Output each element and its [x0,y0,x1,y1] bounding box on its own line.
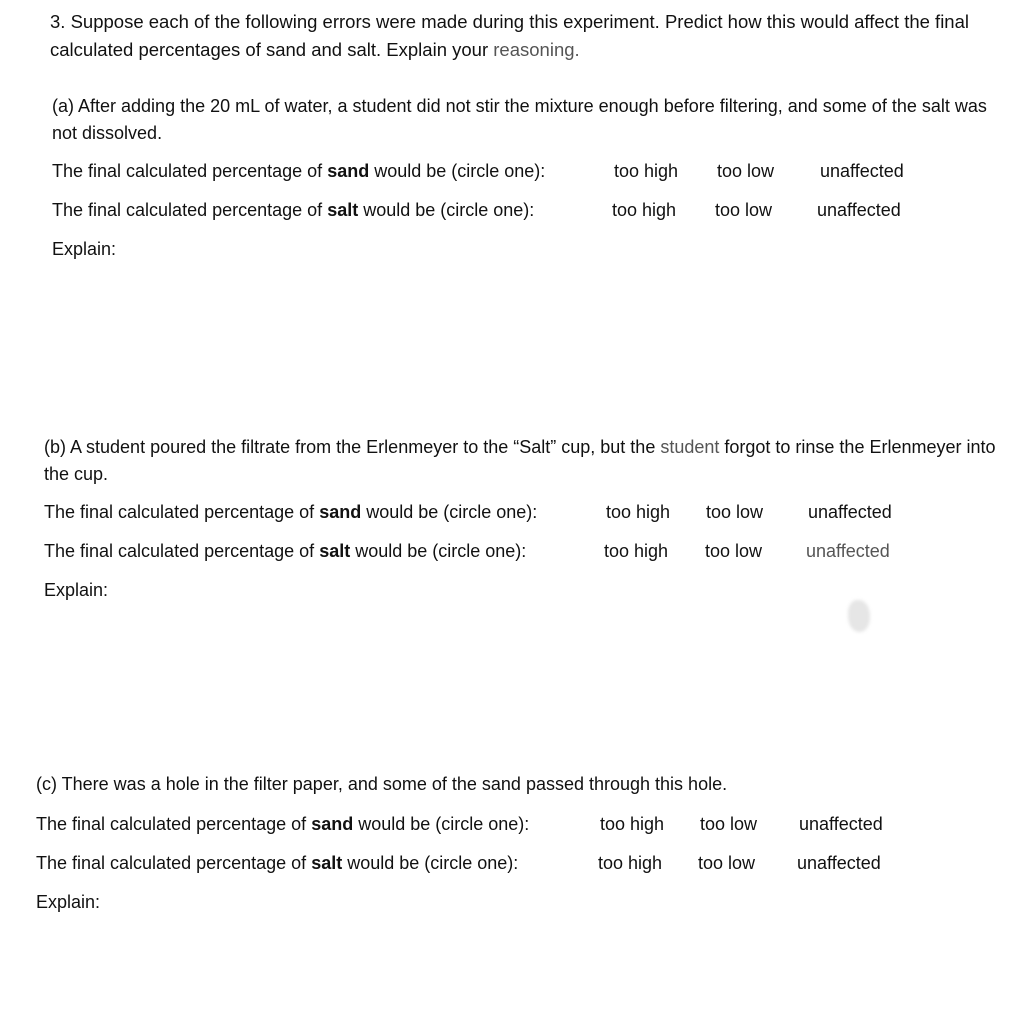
part-b-explain-label: Explain: [44,580,109,600]
part-c-question: (c) There was a hole in the filter paper, and some of the sand passed through this hole. [36,774,728,794]
option-unaffected[interactable]: unaffected [806,541,890,561]
part-a [52,93,1012,269]
sand-row-label: The final calculated percentage of sand would be (circle one): [44,502,538,522]
option-unaffected[interactable]: unaffected [808,502,892,522]
option-too-low[interactable]: too low [698,853,756,873]
option-too-high[interactable]: too high [598,853,663,873]
part-c-explain-label: Explain: [36,892,101,912]
part-b-salt-row [44,532,1004,571]
option-too-low[interactable]: too low [705,541,763,561]
option-too-low[interactable]: too low [706,502,764,522]
salt-row-label: The final calculated percentage of salt would be (circle one): [44,541,527,561]
option-unaffected[interactable]: unaffected [797,853,881,873]
option-too-high[interactable]: too high [604,541,669,561]
intro-text-end: reasoning. [493,39,580,60]
part-b-question: (b) A student poured the filtrate from the Erlenmeyer to the “Salt” cup, but the student forgot to rinse the Erlenmeyer into the cup. [44,437,996,484]
option-too-high[interactable]: too high [600,814,665,834]
sand-row-label: The final calculated percentage of sand would be (circle one): [52,161,546,181]
part-a-salt-row [52,191,1012,230]
option-too-high[interactable]: too high [612,200,677,220]
scan-smudge [848,600,870,632]
option-too-high[interactable]: too high [606,502,671,522]
part-c [36,771,996,922]
part-b-sand-row [44,493,1004,532]
option-too-low[interactable]: too low [700,814,758,834]
option-unaffected[interactable]: unaffected [799,814,883,834]
sand-row-label: The final calculated percentage of sand would be (circle one): [36,814,530,834]
question-3-intro [50,8,1000,64]
part-c-salt-row [36,844,996,883]
intro-text: 3. Suppose each of the following errors were made during this experiment. Predict how this would affect the final calculated percentages of sand and salt. Explain your [50,11,969,60]
part-a-explain-label: Explain: [52,239,117,259]
salt-row-label: The final calculated percentage of salt would be (circle one): [36,853,519,873]
part-a-question: (a) After adding the 20 mL of water, a student did not stir the mixture enough before filtering, and some of the salt was not dissolved. [52,96,987,143]
salt-row-label: The final calculated percentage of salt would be (circle one): [52,200,535,220]
option-unaffected[interactable]: unaffected [820,161,904,181]
part-c-sand-row [36,805,996,844]
option-too-high[interactable]: too high [614,161,679,181]
part-a-sand-row [52,152,1012,191]
option-unaffected[interactable]: unaffected [817,200,901,220]
option-too-low[interactable]: too low [717,161,775,181]
option-too-low[interactable]: too low [715,200,773,220]
part-b [44,434,1004,610]
